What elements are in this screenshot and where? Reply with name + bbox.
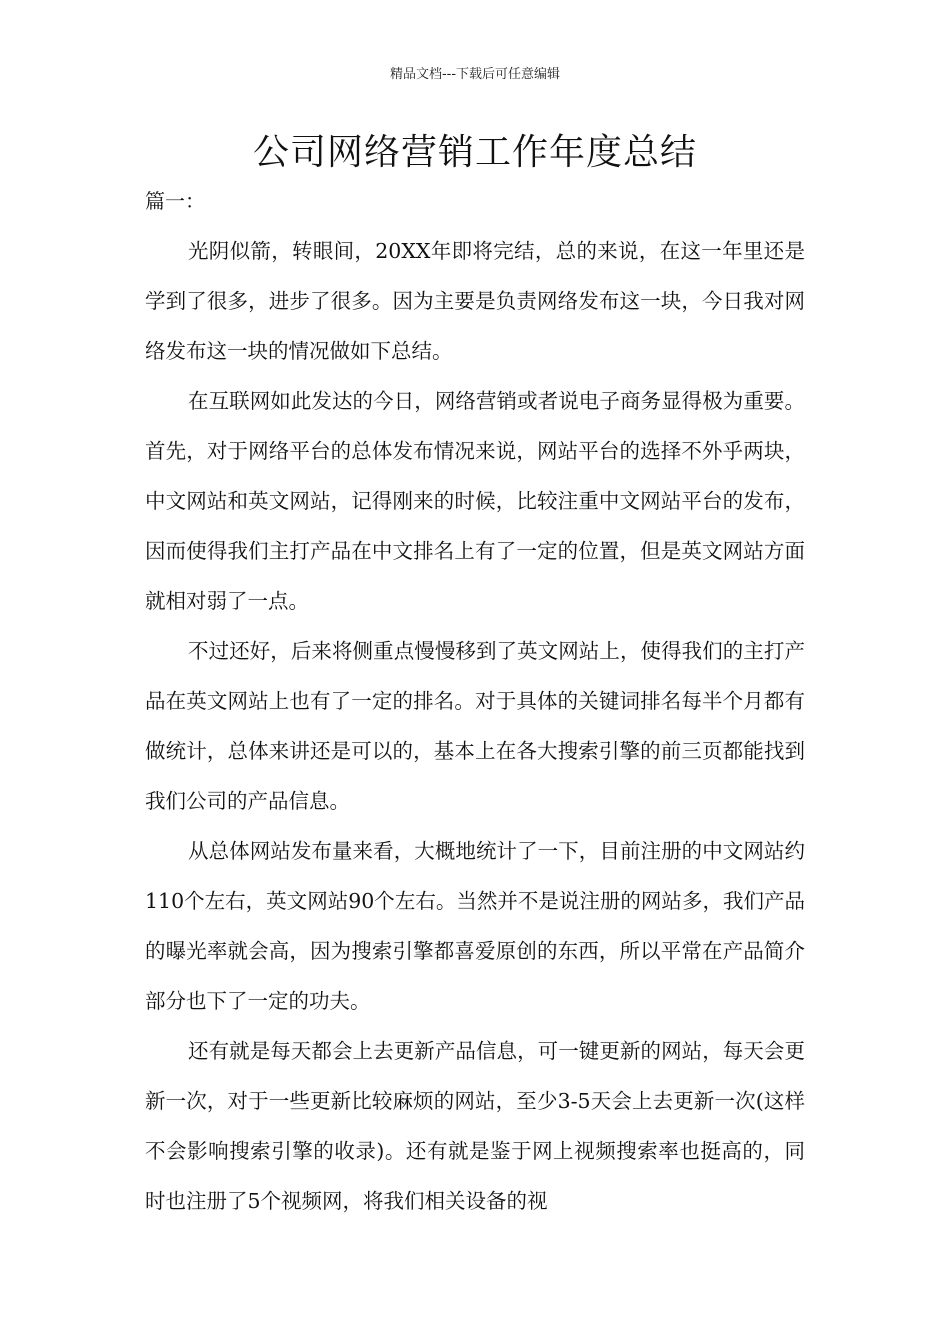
document-body bbox=[145, 226, 805, 1226]
paragraph: 从总体网站发布量来看，大概地统计了一下，目前注册的中文网站约110个左右，英文网站90个左右。当然并不是说注册的网站多，我们产品的曝光率就会高，因为搜索引擎都喜爱原创的东西，所以平常在产品简介部分也下了一定的功夫。 bbox=[145, 839, 805, 1013]
page-header: 精品文档---下载后可任意编辑 bbox=[389, 67, 561, 82]
document-title: 公司网络营销工作年度总结 bbox=[252, 132, 697, 173]
paragraph: 光阴似箭，转眼间，20XX年即将完结，总的来说，在这一年里还是学到了很多，进步了很多。因为主要是负责网络发布这一块，今日我对网络发布这一块的情况做如下总结。 bbox=[145, 239, 805, 363]
paragraph: 不过还好，后来将侧重点慢慢移到了英文网站上，使得我们的主打产品在英文网站上也有了一定的排名。对于具体的关键词排名每半个月都有做统计，总体来讲还是可以的，基本上在各大搜索引擎的前三页都能找到我们公司的产品信息。 bbox=[145, 639, 805, 813]
section-label: 篇一： bbox=[145, 189, 205, 213]
paragraph: 在互联网如此发达的今日，网络营销或者说电子商务显得极为重要。首先，对于网络平台的总体发布情况来说，网站平台的选择不外乎两块，中文网站和英文网站，记得刚来的时候，比较注重中文网站平台的发布，因而使得我们主打产品在中文排名上有了一定的位置，但是英文网站方面就相对弱了一点。 bbox=[145, 389, 805, 613]
paragraph: 还有就是每天都会上去更新产品信息，可一键更新的网站，每天会更新一次，对于一些更新比较麻烦的网站，至少3-5天会上去更新一次(这样不会影响搜索引擎的收录)。还有就是鉴于网上视频搜索率也挺高的，同时也注册了5个视频网，将我们相关设备的视 bbox=[145, 1039, 805, 1213]
